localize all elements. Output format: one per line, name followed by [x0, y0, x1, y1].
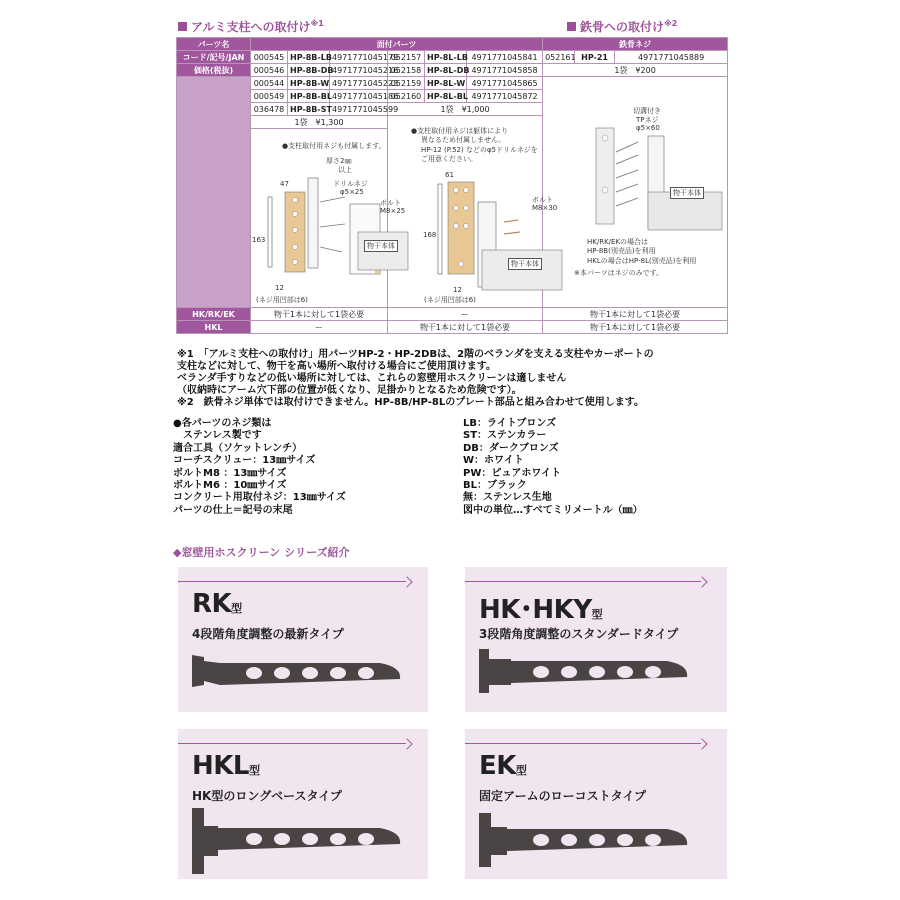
table-row: 1袋 ¥1,300 — [177, 116, 728, 129]
series-card-hkl — [178, 729, 428, 879]
hkl-arm-icon — [190, 804, 410, 876]
rk-arm-icon — [190, 647, 410, 695]
card-name: RK型 — [192, 589, 242, 619]
square-bullet-icon — [567, 22, 576, 31]
table-row: HKL ー 物干1本に対して1袋必要 物干1本に対して1袋必要 — [177, 321, 728, 334]
specs-right: LB：ライトブロンズ ST：ステンカラー DB：ダークブロンズ W：ホワイト PW：ピュアホワイト BL：ブラック 無：ステンレス生地 図中の単位…すべてミリメートル（㎜） — [463, 418, 643, 516]
card-desc: 4段階角度調整の最新タイプ — [192, 627, 344, 641]
footnote: ベランダ手すりなどの低い場所に対しては、これらの窓壁用ホスクリーンは適しません — [177, 373, 567, 384]
footnote: ※1 「アルミ支柱への取付け」用パーツHP-2・HP-2DBは、2階のベランダを支える支柱やカーポートの — [177, 349, 654, 360]
table-row: 036478 HP-8B-ST 4971771045599 1袋 ¥1,000 — [177, 103, 728, 116]
diagram1-note: ●支柱取付用ネジも付属します。 — [282, 142, 386, 150]
table-row: 000544 HP-8B-W 4971771045223 052159 HP-8L-W 4971771045865 — [177, 77, 728, 90]
series-card-hk-hky — [465, 567, 727, 712]
series-title: ◆窓壁用ホスクリーン シリーズ紹介 — [173, 546, 350, 559]
card-name: HK･HKY型 — [479, 595, 603, 625]
footnote: （収納時にアーム穴下部の位置が低くなり、足掛かりとなるため危険です）。 — [177, 385, 522, 396]
aluminum-section-title: アルミ支柱への取付け$^{※1}$ — [178, 18, 324, 35]
table-row: HK/RK/EK 物干1本に対して1袋必要 ー 物干1本に対して1袋必要 — [177, 308, 728, 321]
table-row: コード/記号/JAN 000545 HP-8B-LB 4971771045179 052157 HP-8L-LB 4971771045841 052161 HP-21 4971771045889 — [177, 51, 728, 64]
card-name: EK型 — [479, 751, 527, 781]
series-card-rk — [178, 567, 428, 712]
footnote: 支柱などに対して、物干を高い場所へ取付ける場合にご使用頂けます。 — [177, 361, 496, 372]
table-row: 価格(税抜) 000546 HP-8B-DB 4971771045216 052158 HP-8L-DB 4971771045858 1袋 ¥200 — [177, 64, 728, 77]
table-row: パーツ名 面付パーツ 鉄骨ネジ — [177, 38, 728, 51]
series-card-ek — [465, 729, 727, 879]
card-desc: 固定アームのローコストタイプ — [479, 789, 647, 803]
steel-section-title: 鉄骨への取付け$^{※2}$ — [567, 18, 677, 35]
hp-21-diagram — [588, 122, 724, 237]
hp-8b-diagram — [250, 152, 410, 310]
ek-arm-icon — [477, 809, 697, 871]
specs-left: ●各パーツのネジ類は ステンレス製です 適合工具（ソケットレンチ） コーチスクリュー：13㎜サイズ ボルトM8 ：13㎜サイズ ボルトM6 ：10㎜サイズ コンクリート用取付ネジ：13㎜サイズ パーツの仕上＝記号の末尾 — [173, 418, 346, 516]
square-bullet-icon — [178, 22, 187, 31]
footnote: ※2 鉄骨ネジ単体では取付けできません。HP-8B/HP-8Lのプレート部品と組み合わせて使用します。 — [177, 397, 644, 408]
card-name: HKL型 — [192, 751, 260, 781]
card-desc: 3段階角度調整のスタンダードタイプ — [479, 627, 679, 641]
hp-8l-diagram — [420, 164, 570, 309]
table-row: 000549 HP-8B-BL 4971771045186 052160 HP-8L-BL 4971771045872 — [177, 90, 728, 103]
hk-arm-icon — [477, 647, 697, 695]
card-desc: HK型のロングベースタイプ — [192, 789, 342, 803]
